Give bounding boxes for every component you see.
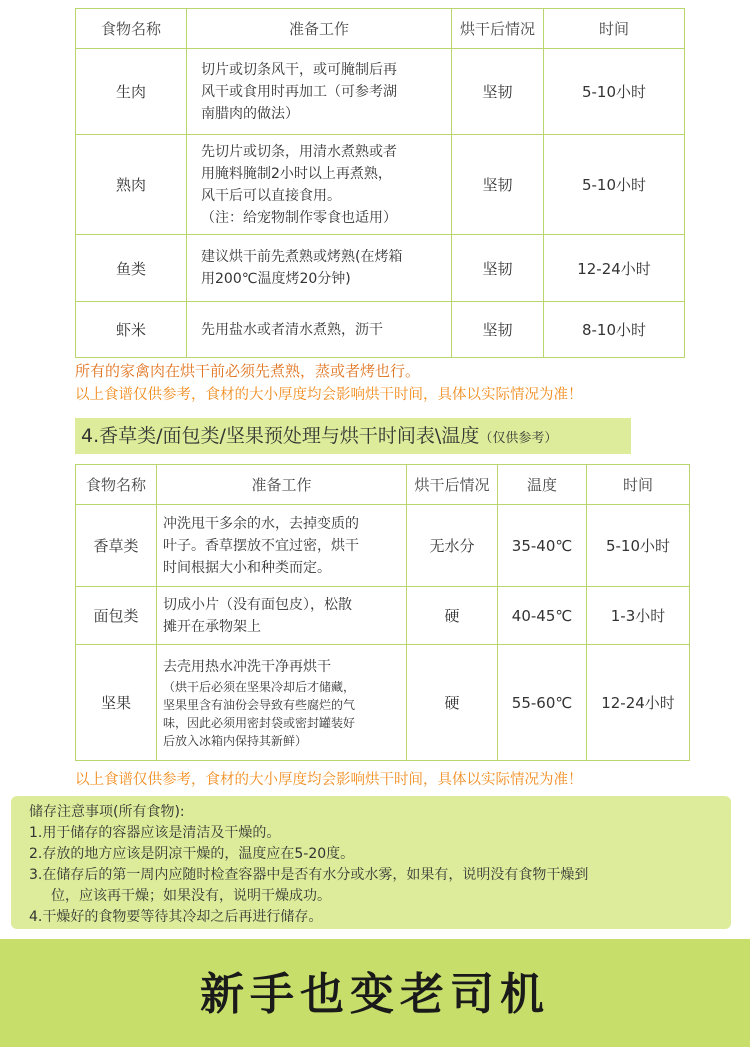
section-subtitle: （仅供参考） bbox=[479, 431, 558, 446]
storage-item: 4.干燥好的食物要等待其冷却之后再进行储存。 bbox=[29, 909, 323, 925]
table-header-row bbox=[76, 465, 690, 505]
dry-result: 坚韧 bbox=[452, 235, 544, 302]
header-food-name: 食物名称 bbox=[76, 9, 187, 49]
poultry-note: 所有的家禽肉在烘干前必须先煮熟，蒸或者烤也行。 bbox=[75, 362, 421, 380]
banner-title: 新手也变老司机 bbox=[200, 969, 550, 1020]
preparation bbox=[157, 587, 407, 645]
preparation bbox=[157, 645, 407, 761]
table-row bbox=[76, 135, 685, 235]
preparation-line: 风干或食用时再加工（可参考湖 bbox=[201, 83, 397, 100]
food-name: 虾米 bbox=[76, 302, 187, 358]
dry-time: 8-10小时 bbox=[544, 302, 685, 358]
dry-result: 硬 bbox=[407, 645, 498, 761]
preparation-note-line: 后放入冰箱内保持其新鲜） bbox=[163, 733, 308, 748]
preparation bbox=[157, 505, 407, 587]
dry-time: 5-10小时 bbox=[544, 49, 685, 135]
table-row bbox=[76, 235, 685, 302]
dry-result: 硬 bbox=[407, 587, 498, 645]
preparation-line: 时间根据大小和种类而定。 bbox=[163, 559, 331, 576]
dry-time: 5-10小时 bbox=[544, 135, 685, 235]
preparation-line: 南腊肉的做法） bbox=[201, 105, 299, 122]
preparation-line: 摊开在承物架上 bbox=[163, 618, 261, 635]
storage-item: 2.存放的地方应该是阴凉干燥的，温度应在5-20度。 bbox=[29, 846, 355, 862]
header-preparation: 准备工作 bbox=[187, 9, 452, 49]
dry-result: 无水分 bbox=[407, 505, 498, 587]
preparation-line: （注：给宠物制作零食也适用） bbox=[201, 209, 397, 226]
header-time: 时间 bbox=[587, 465, 690, 505]
dry-result: 坚韧 bbox=[452, 302, 544, 358]
header-result: 烘干后情况 bbox=[407, 465, 498, 505]
food-name: 面包类 bbox=[76, 587, 157, 645]
dry-result: 坚韧 bbox=[452, 49, 544, 135]
table-row bbox=[76, 49, 685, 135]
preparation-line: 切成小片（没有面包皮），松散 bbox=[163, 596, 352, 613]
header-result: 烘干后情况 bbox=[452, 9, 544, 49]
header-temperature: 温度 bbox=[498, 465, 587, 505]
dry-time: 1-3小时 bbox=[587, 587, 690, 645]
preparation-line: 叶子。香草摆放不宜过密，烘干 bbox=[163, 537, 359, 554]
section-4-header bbox=[75, 418, 631, 454]
dry-time: 12-24小时 bbox=[544, 235, 685, 302]
preparation bbox=[187, 235, 452, 302]
preparation-line: 冲洗甩干多余的水，去掉变质的 bbox=[163, 515, 359, 532]
storage-item-continued: 位，应该再干燥；如果没有，说明干燥成功。 bbox=[51, 888, 331, 904]
storage-notes-box bbox=[11, 796, 731, 929]
header-food-name: 食物名称 bbox=[76, 465, 157, 505]
meat-drying-table bbox=[75, 8, 685, 358]
preparation-line: 用腌料腌制2小时以上再煮熟， bbox=[201, 165, 392, 182]
disclaimer-note-2: 以上食谱仅供参考，食材的大小厚度均会影响烘干时间，具体以实际情况为准！ bbox=[75, 772, 583, 788]
preparation-line: 用200℃温度烤20分钟) bbox=[201, 271, 351, 287]
preparation-line: 去壳用热水冲洗干净再烘干 bbox=[163, 658, 331, 675]
herb-bread-nut-table bbox=[75, 464, 690, 761]
dry-time: 12-24小时 bbox=[587, 645, 690, 761]
storage-item: 3.在储存后的第一周内应随时检查容器中是否有水分或水雾，如果有，说明没有食物干燥到 bbox=[29, 867, 589, 883]
dry-temperature: 35-40℃ bbox=[498, 505, 587, 587]
table-row bbox=[76, 302, 685, 358]
food-name: 鱼类 bbox=[76, 235, 187, 302]
food-name: 熟肉 bbox=[76, 135, 187, 235]
food-name: 坚果 bbox=[76, 645, 157, 761]
table-row bbox=[76, 587, 690, 645]
preparation-note-line: 味，因此必须用密封袋或密封罐装好 bbox=[163, 715, 356, 730]
dry-time: 5-10小时 bbox=[587, 505, 690, 587]
preparation-line: 切片或切条风干，或可腌制后再 bbox=[201, 61, 397, 78]
storage-item: 1.用于储存的容器应该是清洁及干燥的。 bbox=[29, 825, 281, 841]
table-row bbox=[76, 505, 690, 587]
dry-temperature: 40-45℃ bbox=[498, 587, 587, 645]
header-time: 时间 bbox=[544, 9, 685, 49]
disclaimer-note: 以上食谱仅供参考，食材的大小厚度均会影响烘干时间，具体以实际情况为准！ bbox=[75, 387, 583, 403]
preparation-line: 建议烘干前先煮熟或烤熟(在烤箱 bbox=[201, 249, 403, 265]
food-name: 生肉 bbox=[76, 49, 187, 135]
dry-temperature: 55-60℃ bbox=[498, 645, 587, 761]
preparation-line: 先切片或切条，用清水煮熟或者 bbox=[201, 143, 397, 160]
preparation-note-line: （烘干后必须在坚果冷却后才储藏， bbox=[163, 679, 356, 694]
preparation-line: 先用盐水或者清水煮熟，沥干 bbox=[201, 321, 383, 338]
storage-title: 储存注意事项(所有食物): bbox=[29, 804, 185, 820]
preparation bbox=[187, 135, 452, 235]
table-header-row bbox=[76, 9, 685, 49]
dry-result: 坚韧 bbox=[452, 135, 544, 235]
preparation-line: 风干后可以直接食用。 bbox=[201, 187, 341, 204]
section-title: 4.香草类/面包类/坚果预处理与烘干时间表\温度 bbox=[81, 425, 480, 447]
food-name: 香草类 bbox=[76, 505, 157, 587]
table-row bbox=[76, 645, 690, 761]
header-preparation: 准备工作 bbox=[157, 465, 407, 505]
preparation bbox=[187, 49, 452, 135]
preparation bbox=[187, 302, 452, 358]
preparation-note-line: 坚果里含有油份会导致有些腐烂的气 bbox=[163, 697, 356, 712]
